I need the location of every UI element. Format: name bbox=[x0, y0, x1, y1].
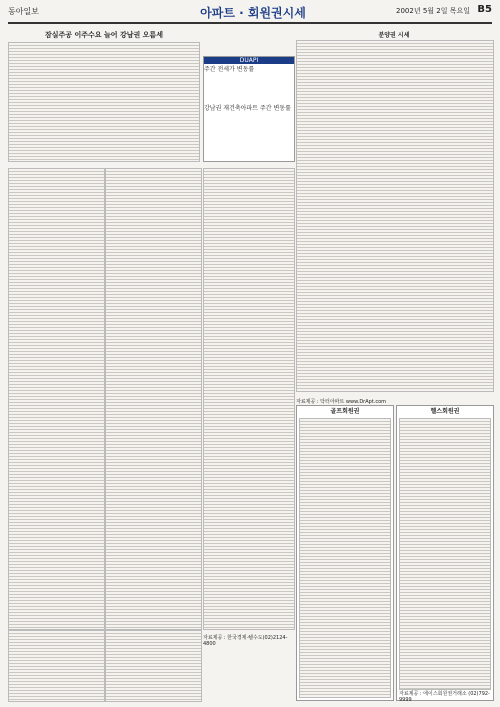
footer2: 자료제공 : 에이스회원권거래소 (02)792-9999 bbox=[399, 691, 490, 703]
infochart-subtitle2: 강남권 재건축아파트 주간 변동률 bbox=[204, 105, 291, 112]
table-col-2b bbox=[105, 630, 202, 702]
table-col-1 bbox=[8, 168, 105, 630]
article-title: 잠실주공 이주수요 늘어 강남권 오름세 bbox=[45, 31, 163, 39]
article-body bbox=[8, 42, 200, 162]
article bbox=[8, 30, 200, 162]
infochart-subtitle: 주간 전세가 변동률 bbox=[204, 66, 255, 73]
page-number: B5 bbox=[477, 4, 492, 15]
presale-body bbox=[296, 40, 494, 392]
health-body bbox=[399, 418, 491, 690]
infochart bbox=[203, 56, 295, 162]
page-header bbox=[8, 4, 492, 22]
header-rule bbox=[8, 22, 492, 24]
table-col-3 bbox=[203, 168, 295, 630]
contact: 자료제공 : 한국경제·쉘수도(02)2124-4800 bbox=[203, 635, 288, 647]
page-title: 아파트 · 회원권시세 bbox=[200, 6, 306, 20]
golf-body bbox=[299, 418, 391, 698]
newspaper-name: 동아일보 bbox=[8, 7, 39, 16]
health-table bbox=[396, 405, 494, 701]
golf-table bbox=[296, 405, 394, 701]
table-col-2 bbox=[105, 168, 202, 630]
infochart-title: DUAPI bbox=[204, 57, 294, 64]
table-col-1b bbox=[8, 630, 105, 702]
health-title: 헬스회원권 bbox=[430, 408, 460, 415]
golf-title: 골프회원권 bbox=[330, 408, 360, 415]
footer1: 자료제공 : 닥터아파트 www.DrApt.com bbox=[296, 399, 387, 405]
date: 2002년 5월 2일 목요일 bbox=[396, 7, 470, 15]
presale-title: 분양권 시세 bbox=[378, 32, 410, 39]
presale-table bbox=[296, 30, 492, 394]
